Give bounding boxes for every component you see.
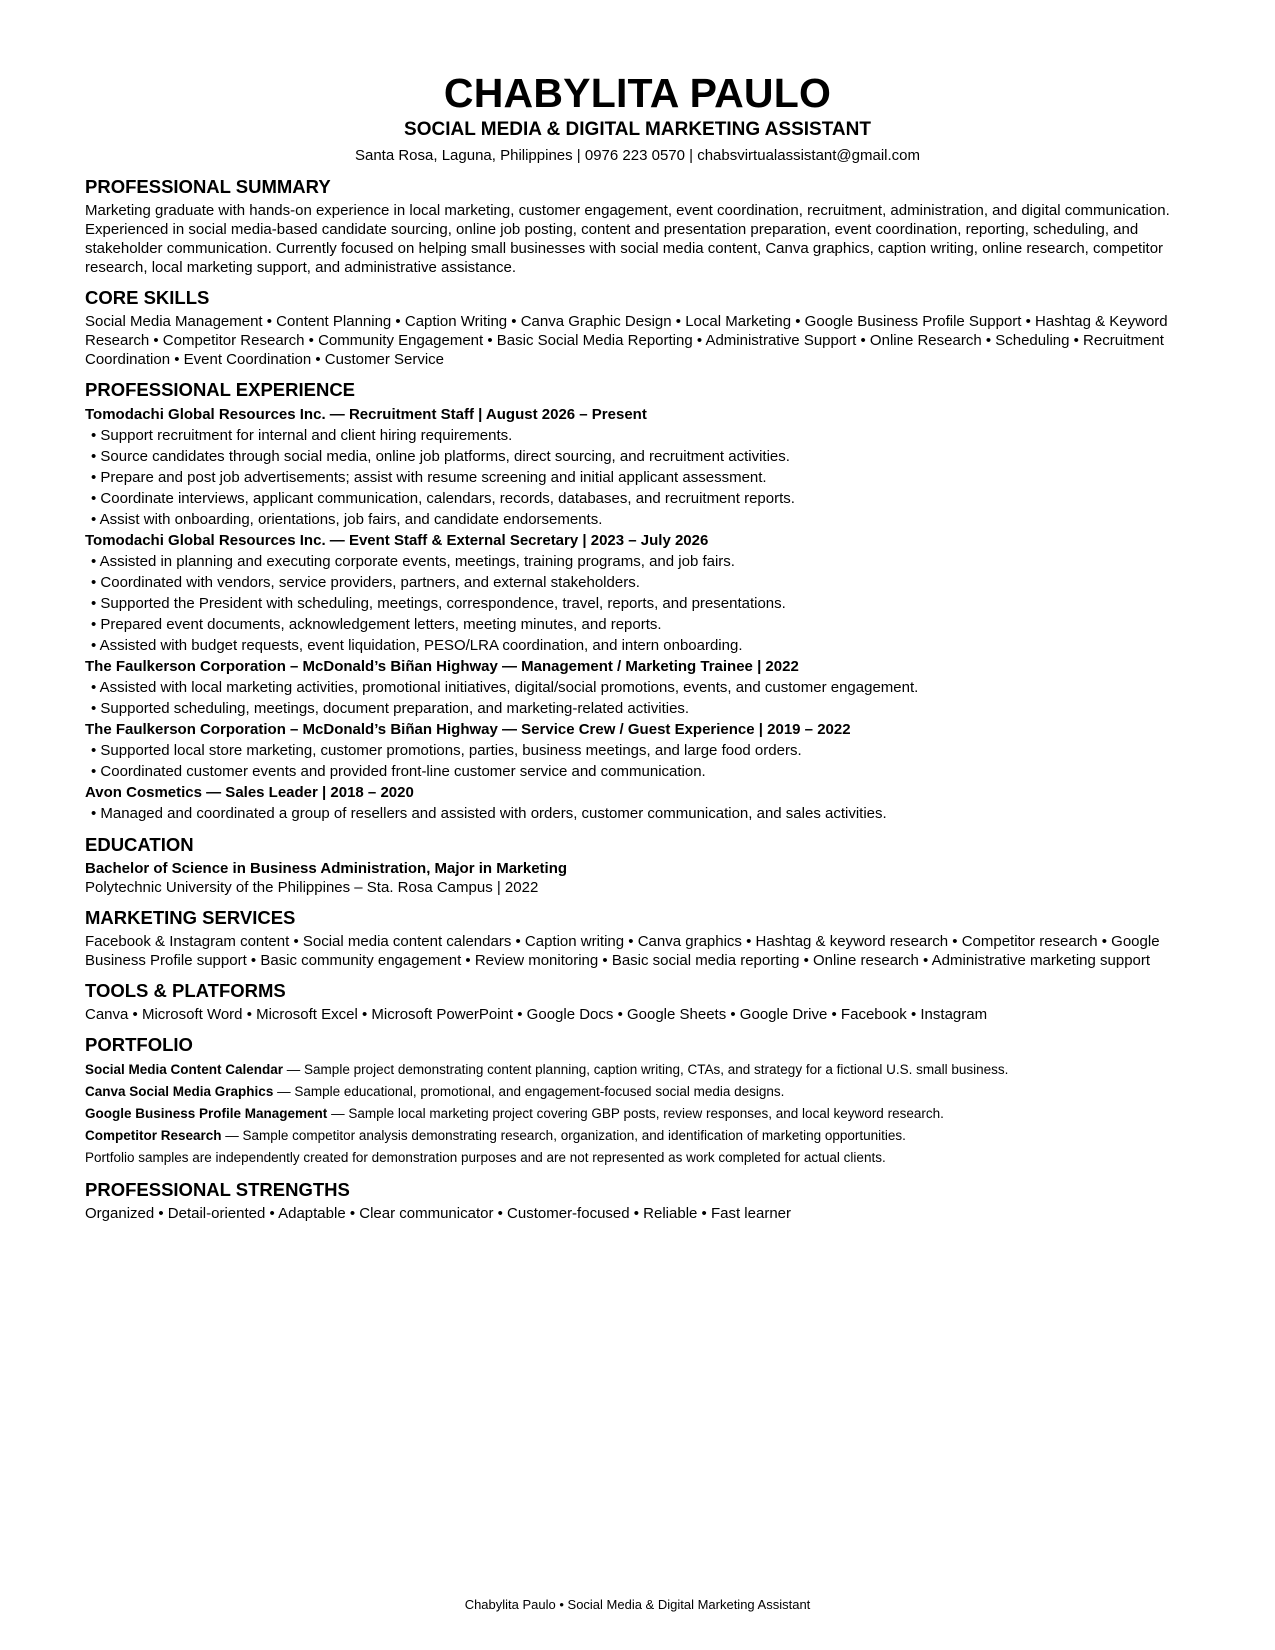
strengths-heading: PROFESSIONAL STRENGTHS [85,1179,350,1200]
page-footer: Chabylita Paulo • Social Media & Digital Marketing Assistant [464,1597,811,1612]
summary-heading: PROFESSIONAL SUMMARY [85,176,331,197]
portfolio-item-name: Social Media Content Calendar [85,1062,284,1077]
education-heading: EDUCATION [85,834,194,855]
job-bullet: • Assist with onboarding, orientations, job fairs, and candidate endorsements. [91,511,603,528]
experience-list [85,404,1190,824]
job-bullet: • Supported scheduling, meetings, document preparation, and marketing-related activities. [91,700,690,717]
job-bullet: • Supported local store marketing, customer promotions, parties, business meetings, and large food orders. [91,742,802,759]
skills-heading: CORE SKILLS [85,287,210,308]
portfolio-item [85,1081,1190,1103]
job-entry [85,530,1190,656]
job-title: Avon Cosmetics — Sales Leader | 2018 – 2020 [85,784,414,801]
services-heading: MARKETING SERVICES [85,907,296,928]
portfolio-item-desc: — Sample competitor analysis demonstrating research, organization, and identification of marketing opportunities. [221,1128,906,1143]
tools-text: Canva • Microsoft Word • Microsoft Excel • Microsoft PowerPoint • Google Docs • Google Sheets • Google Drive • Facebook • Instagram [85,1006,988,1023]
job-bullet: • Coordinate interviews, applicant communication, calendars, records, databases, and recruitment reports. [91,490,795,507]
job-title: The Faulkerson Corporation – McDonald’s Biñan Highway — Management / Marketing Trainee | 2022 [85,658,799,675]
job-bullet: • Prepared event documents, acknowledgement letters, meeting minutes, and reports. [91,616,662,633]
candidate-title: SOCIAL MEDIA & DIGITAL MARKETING ASSISTANT [404,119,871,140]
portfolio-heading: PORTFOLIO [85,1034,193,1055]
portfolio-item-name: Canva Social Media Graphics [85,1084,274,1099]
candidate-name: CHABYLITA PAULO [443,70,832,116]
job-bullet: • Managed and coordinated a group of resellers and assisted with orders, customer communication, and sales activities. [91,805,887,822]
skills-text: Social Media Management • Content Planning • Caption Writing • Canva Graphic Design • Local Marketing • Google Business Profile Support • Hashtag & Keyword Research • Competitor Research • Community Engagement • Basic Social Media Reporting • Administrative Support • Online Research • Scheduling • Recruitment Coordination • Event Coordination • Customer Service [85,313,1168,368]
job-bullets [85,551,1190,656]
portfolio-item [85,1103,1190,1125]
job-bullets [85,803,1190,824]
job-entry [85,719,1190,782]
job-entry [85,404,1190,530]
job-bullet: • Assisted with budget requests, event liquidation, PESO/LRA coordination, and intern onboarding. [91,637,743,654]
job-entry [85,782,1190,824]
job-bullets [85,425,1190,530]
job-bullet: • Supported the President with scheduling, meetings, correspondence, travel, reports, and presentations. [91,595,786,612]
portfolio-note: Portfolio samples are independently created for demonstration purposes and are not represented as work completed for actual clients. [85,1150,886,1165]
job-title: The Faulkerson Corporation – McDonald’s Biñan Highway — Service Crew / Guest Experience | 2019 – 2022 [85,721,851,738]
job-bullets [85,740,1190,782]
portfolio-item [85,1059,1190,1081]
education-school: Polytechnic University of the Philippines – Sta. Rosa Campus | 2022 [85,879,539,896]
portfolio-item-desc: — Sample local marketing project covering GBP posts, review responses, and local keyword research. [327,1106,944,1121]
job-bullet: • Support recruitment for internal and client hiring requirements. [91,427,513,444]
portfolio-item-name: Competitor Research [85,1128,222,1143]
job-bullet: • Assisted with local marketing activities, promotional initiatives, digital/social promotions, events, and customer engagement. [91,679,919,696]
strengths-text: Organized • Detail-oriented • Adaptable • Clear communicator • Customer-focused • Reliable • Fast learner [85,1205,791,1222]
experience-heading: PROFESSIONAL EXPERIENCE [85,379,356,400]
job-bullet: • Source candidates through social media, online job platforms, direct sourcing, and recruitment activities. [91,448,790,465]
contact-line: Santa Rosa, Laguna, Philippines | 0976 223 0570 | chabsvirtualassistant@gmail.com [354,147,921,164]
portfolio-item-desc: — Sample project demonstrating content planning, caption writing, CTAs, and strategy for a fictional U.S. small business. [283,1062,1009,1077]
job-entry [85,656,1190,719]
job-title: Tomodachi Global Resources Inc. — Recruitment Staff | August 2026 – Present [85,406,647,423]
portfolio-list [85,1059,1190,1169]
resume-page [85,70,1190,1223]
portfolio-item-desc: — Sample educational, promotional, and engagement-focused social media designs. [273,1084,785,1099]
education-degree: Bachelor of Science in Business Administration, Major in Marketing [85,860,568,877]
job-title: Tomodachi Global Resources Inc. — Event Staff & External Secretary | 2023 – July 2026 [85,532,709,549]
tools-heading: TOOLS & PLATFORMS [85,980,286,1001]
job-bullet: • Prepare and post job advertisements; assist with resume screening and initial applicant assessment. [91,469,767,486]
portfolio-item-name: Google Business Profile Management [85,1106,328,1121]
summary-text: Marketing graduate with hands-on experience in local marketing, customer engagement, event coordination, recruitment, administration, and digital communication. Experienced in social media-based candidate sourcing, online job posting, content and presentation preparation, event coordination, reporting, scheduling, and stakeholder communication. Currently focused on helping small businesses with social media content, Canva graphics, caption writing, online research, competitor research, local marketing support, and administrative assistance. [85,202,1170,276]
services-text: Facebook & Instagram content • Social media content calendars • Caption writing • Canva graphics • Hashtag & keyword research • Competitor research • Google Business Profile support • Basic community engagement • Review monitoring • Basic social media reporting • Online research • Administrative marketing support [85,933,1160,969]
portfolio-item [85,1125,1190,1147]
job-bullet: • Coordinated customer events and provided front-line customer service and communication. [91,763,706,780]
job-bullet: • Assisted in planning and executing corporate events, meetings, training programs, and job fairs. [91,553,735,570]
job-bullet: • Coordinated with vendors, service providers, partners, and external stakeholders. [91,574,640,591]
job-bullets [85,677,1190,719]
